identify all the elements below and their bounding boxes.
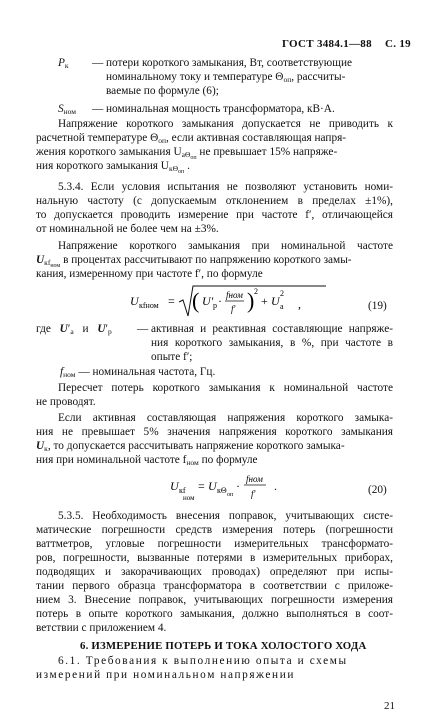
def-dash: — bbox=[92, 103, 104, 115]
p535-line5: подводящих и закорачивающих проводах) определяют при испы- bbox=[36, 566, 393, 578]
where-line3: опыте f′; bbox=[151, 351, 193, 363]
eq20-dot: · bbox=[236, 479, 240, 493]
eq19-paren-open: ( bbox=[192, 288, 200, 313]
equation-20 bbox=[170, 470, 310, 504]
equation-19 bbox=[130, 284, 330, 320]
para3-line2: ния не превышает 5% значения напряжения короткого замыкания bbox=[36, 426, 393, 438]
page-reference: С. 19 bbox=[384, 38, 411, 50]
equation-19-number: (19) bbox=[368, 300, 387, 312]
para3-line3: $U_к$, то допускается рассчитывать напряжение короткого замыка- bbox=[36, 440, 345, 453]
eq20-lhs: U bbox=[170, 479, 179, 493]
eq20-uk: U bbox=[208, 479, 217, 493]
para1-line1: Напряжение короткого замыкания допускается не приводить к bbox=[58, 118, 393, 130]
p535-line2: матические погрешности средств измерения потерь (погрешности bbox=[36, 524, 393, 536]
where-line1: активная и реактивная составляющие напряже- bbox=[151, 323, 393, 335]
para3-line1: Если активная составляющая напряжения короткого замыка- bbox=[58, 412, 393, 424]
page-number: 21 bbox=[384, 700, 395, 712]
para1-line4: ния короткого замыкания $U_{к\Theta_{оп}}$ . bbox=[36, 160, 190, 175]
eq19-fnom: fном bbox=[226, 290, 243, 300]
eq20-fprime: f′ bbox=[251, 489, 256, 499]
p535-line3: ваттметров, угловые погрешности измерительных трансформато- bbox=[36, 538, 393, 550]
eq19-paren-close: ) bbox=[247, 288, 255, 313]
eq19-ua-sub: а bbox=[280, 302, 284, 311]
p534-line2: нальную частоту (с допускаемым отклонением в пределах ±1%), bbox=[36, 195, 393, 207]
def-dash: — bbox=[92, 57, 104, 69]
def-pk-line3: ваемые по формуле (6); bbox=[106, 85, 219, 97]
fnom-def: $f_{ном}$ — номинальная частота, Гц. bbox=[60, 366, 216, 379]
p534b-line2: $U_{кf_{ном}}$ в процентах рассчитывают по напряжению короткого замы- bbox=[36, 254, 352, 269]
p535-line6: тании первого образца трансформатора в соответствии с приложе- bbox=[36, 580, 393, 592]
p534-line1: 5.3.4. Если условия испытания не позволяют установить номи- bbox=[58, 181, 393, 193]
para3-line4: ния при номинальной частоте $f_{ном}$ по формуле bbox=[36, 454, 258, 467]
document-header bbox=[282, 38, 411, 50]
p61-line1: 6.1. Требования к выполнению опыта и схемы bbox=[58, 655, 348, 667]
eq20-uk-sub: кΘ bbox=[217, 486, 227, 495]
where-lead: где $U'_а$ и $U'_р$ bbox=[36, 323, 112, 336]
def-symbol-snom: $S_{ном}$ bbox=[58, 103, 77, 116]
eq20-lhs-sub: кf bbox=[179, 486, 186, 495]
p535-line8: потерь в опыте короткого замыкания, должно выполняться в соот- bbox=[36, 608, 393, 620]
eq19-plus: + bbox=[261, 294, 268, 308]
equation-20-drawing bbox=[170, 470, 310, 504]
equation-19-drawing bbox=[130, 284, 330, 320]
eq19-up-sub: р bbox=[213, 301, 217, 310]
eq19-equals: = bbox=[168, 294, 175, 308]
p534b-line3: кания, измеренному при частоте f′, по формуле bbox=[36, 268, 263, 280]
equation-20-number: (20) bbox=[368, 484, 387, 496]
eq19-dot: · bbox=[218, 294, 222, 308]
eq20-lhs-subsub: ном bbox=[183, 494, 195, 502]
p535-line7: нием 3. Внесение поправок, учитывающих погрешности измерения bbox=[36, 594, 393, 606]
standard-title: ГОСТ 3484.1—88 bbox=[282, 38, 372, 50]
p534-line4: от номинальной не более чем на ±3%. bbox=[36, 223, 219, 235]
where-line2: ния короткого замыкания, в %, при частоте в bbox=[151, 337, 393, 349]
p534b-line1: Напряжение короткого замыкания при номинальной частоте bbox=[58, 240, 393, 252]
def-pk-line1: потери короткого замыкания, Вт, соответствующие bbox=[106, 57, 353, 69]
eq19-lhs: U bbox=[130, 294, 139, 308]
eq19-comma: , bbox=[298, 297, 301, 311]
eq20-period: . bbox=[274, 479, 277, 493]
eq19-up: U′ bbox=[202, 294, 214, 308]
eq19-sq: 2 bbox=[254, 287, 258, 296]
eq19-ua: U bbox=[271, 294, 280, 308]
para2-line1: Пересчет потерь короткого замыкания к номинальной частоте bbox=[58, 382, 393, 394]
def-snom-line: номинальная мощность трансформатора, кВ·А. bbox=[106, 103, 335, 115]
def-symbol-pk: $P_к$ bbox=[58, 57, 69, 70]
eq20-equals: = bbox=[198, 479, 205, 493]
p535-line4: ров, погрешности, вызванные потерями в измерительных приборах, bbox=[36, 552, 393, 564]
para1-line3: жения короткого замыкания $U_{а\Theta_{оп}}$ не превышает 15% напряже- bbox=[36, 146, 338, 161]
p535-line9: ветствии с приложением 4. bbox=[36, 622, 167, 634]
para2-line2: не проводят. bbox=[36, 396, 96, 408]
def-pk-line2: номинальному току и температуре $\Theta_{оп}$, рассчиты- bbox=[106, 71, 346, 84]
p535-line1: 5.3.5. Необходимость внесения поправок, учитывающих систе- bbox=[58, 510, 393, 522]
section-6-heading: 6. ИЗМЕРЕНИЕ ПОТЕРЬ И ТОКА ХОЛОСТОГО ХОДА bbox=[80, 640, 367, 652]
p61-line2: измерений при номинальном напряжении bbox=[36, 669, 295, 681]
p534-line3: то допускается проводить измерение при частоте f′, отличающейся bbox=[36, 209, 393, 221]
where-dash: — bbox=[137, 323, 149, 335]
eq20-uk-subsub: оп bbox=[227, 492, 234, 498]
eq20-fnom: fном bbox=[246, 474, 263, 484]
eq19-lhs-sub: кfном bbox=[139, 301, 159, 310]
eq19-ua-sq: 2 bbox=[280, 289, 284, 298]
para1-line2: расчетной температуре $\Theta_{оп}$, если активная составляющая напря- bbox=[36, 132, 347, 145]
eq19-fprime: f′ bbox=[231, 304, 236, 314]
